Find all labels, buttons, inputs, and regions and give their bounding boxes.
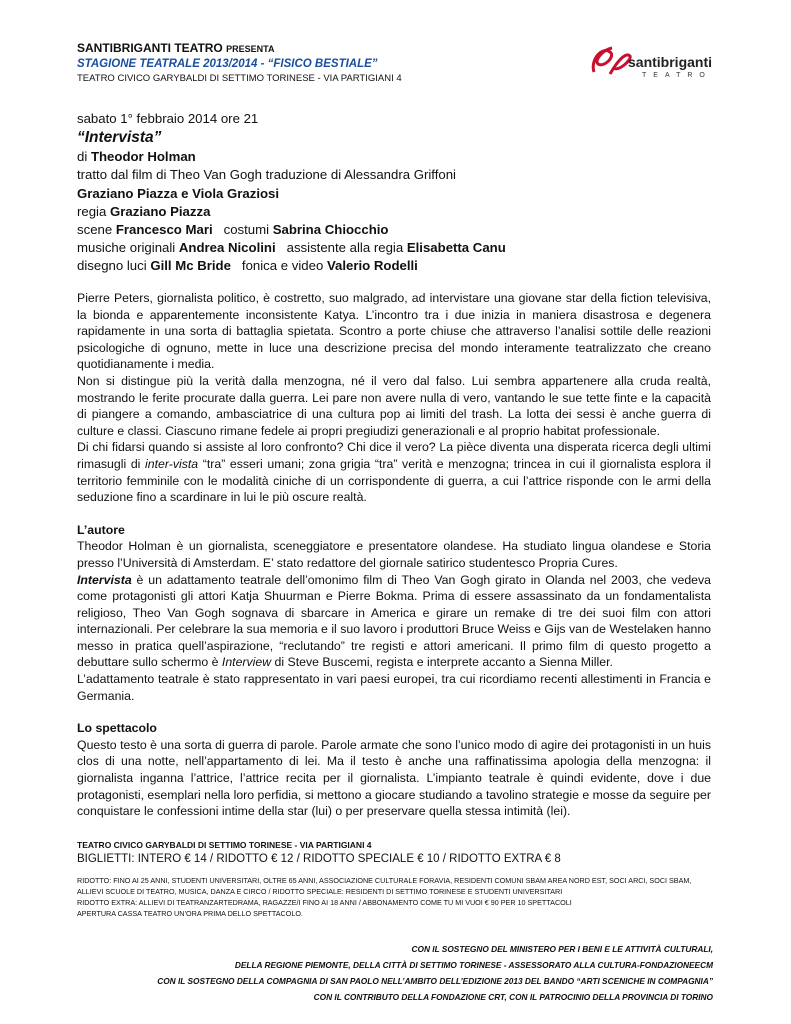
author-section-heading: L’autore [77,522,125,537]
assistant-name: Elisabetta Canu [406,240,506,256]
music-assistant-line [77,239,717,257]
cast-names: Graziano Piazza e Viola Graziosi [77,185,280,201]
costumes-name: Sabrina Chiocchio [272,222,389,238]
logo-mark-icon [588,42,632,84]
show-title: “Intervista” [77,129,162,147]
logo-subtitle: TEATRO [642,72,712,79]
show-paragraph-1: Questo testo è una sorta di guerra di parole. Parole armate che sono l’unico modo di agire dei protagonisti in un huis clos di una notte, nell’appartamento di lei. Ma il testo è anche una raffinatissima apologia della menzogna: il giornalista inganna l’attrice, l’attrice recita per il giornalista. L’impianto teatrale è quindi evidente, dove i due protagonisti, esemplari nella loro perfidia, si mettono a giocare studiando a tavolino strategie e mosse da seguire per conquistare le confessioni intime della star (lui) o per preservare quella stessa intimità (lei). [77,737,711,819]
synopsis-p3-part-b: “tra” esseri umani; zona grigia “tra” verità e menzogna; trincea in cui il giornalista esplora il territorio femminile con le modalità ciniche di un corrispondente di guerra, a cui l’attrice risponde con le armi della seduzione fino a scardinare in lui le più oscure realtà. [77,456,711,505]
cast-line [77,185,717,203]
lights-label: disegno luci [77,258,151,274]
scene-costumes-line [77,221,717,239]
author-p2-title: Intervista [77,572,132,587]
company-presents [77,41,557,57]
scene-label: scene [77,222,116,238]
box-office-note: APERTURA CASSA TEATRO UN’ORA PRIMA DELLO SPETTACOLO. [77,909,303,918]
venue-address: TEATRO CIVICO GARYBALDI DI SETTIMO TORINESE - VIA PARTIGIANI 4 [77,840,372,850]
section-gap [77,506,711,522]
sound-label: fonica e video [230,258,327,274]
sound-name: Valerio Rodelli [326,258,418,274]
author-prefix: di [77,149,91,165]
lights-name: Gill Mc Bride [150,258,231,274]
author-paragraph-2 [77,572,711,672]
discount-note-1: RIDOTTO: FINO AI 25 ANNI, STUDENTI UNIVERSITARI, OLTRE 65 ANNI, ASSOCIAZIONE CULTURALE FORAVIA, RESIDENTI COMUNI SBAM AREA NORD EST, SOCI ARCI, SOCI SBAM, ALLIEVI SCUOLE DI TEATRO, MUSICA, DANZA E CIRCO / RIDOTTO SPECIALE: RESIDENTI DI SETTIMO TORINESE E STUDENTI UNIVERSITARI [77,876,692,896]
sponsor-line-4: CON IL CONTRIBUTO DELLA FONDAZIONE CRT, CON IL PATROCINIO DELLA PROVINCIA DI TORINO [313,992,713,1002]
source-line: tratto dal film di Theo Van Gogh traduzione di Alessandra Griffoni [77,167,456,183]
scene-name: Francesco Mari [115,222,213,238]
synopsis-p3-emphasis: inter-vista [145,456,199,471]
company-name: SANTIBRIGANTI TEATRO [77,41,223,55]
author-paragraph-3: L’adattamento teatrale è stato rappresentato in vari paesi europei, tra cui ricordiamo recenti allestimenti in Francia e Germania. [77,672,711,703]
venue-line: TEATRO CIVICO GARYBALDI DI SETTIMO TORINESE - VIA PARTIGIANI 4 [77,73,402,84]
ticket-info [77,839,717,919]
sponsor-credits [157,941,713,1005]
santibriganti-logo [588,42,728,84]
music-label: musiche originali [77,240,179,256]
document-header [77,41,557,85]
section-gap [77,704,711,720]
synopsis-paragraph-2: Non si distingue più la verità dalla menzogna, né il vero dal falso. Lui sembra appartenere alla cruda realtà, mostrando le ferite procurate dalla guerra. Lei pare non avere nulla di vero, vantando le sue tette finte e la capacità di piangere a comando, ambasciatrice di una cultura pop ai limiti del trash. La lotta dei sessi è anche guerra di culture e classi. Ciascuno rimane fedele ai propri pregiudizi generazionali e al proprio habitat professionale. [77,373,711,438]
lights-sound-line [77,257,717,275]
direction-line [77,203,717,221]
sponsor-line-2: DELLA REGIONE PIEMONTE, DELLA CITTÀ DI SETTIMO TORINESE - ASSESSORATO ALLA CULTURA-FONDAZIONEECM [234,960,713,970]
direction-label: regia [77,203,110,219]
ticket-prices: BIGLIETTI: INTERO € 14 / RIDOTTO € 12 / RIDOTTO SPECIALE € 10 / RIDOTTO EXTRA € 8 [77,853,561,865]
show-date: sabato 1° febbraio 2014 ore 21 [77,111,259,126]
author-p2-part-b: di Steve Buscemi, regista e interprete accanto a Sienna Miller. [271,655,613,670]
author-name: Theodor Holman [90,149,196,165]
synopsis-p3-part-a: Di chi fidarsi quando si assiste al loro confronto? Chi dice il vero? La pièce diventa una disperata ricerca degli ultimi rimasugli di [77,440,711,471]
author-paragraph-1: Theodor Holman è un giornalista, sceneggiatore e presentatore olandese. Ha studiato lingua olandese e Storia presso l’Università di Amsterdam. E’ stato redattore del giornale satirico studentesco Propria Cures. [77,539,711,570]
costumes-label: costumi [212,222,273,238]
assistant-label: assistente alla regia [275,240,407,256]
show-section-heading: Lo spettacolo [77,721,157,736]
sponsor-line-3: CON IL SOSTEGNO DELLA COMPAGNIA DI SAN PAOLO NELL’AMBITO DELL’EDIZIONE 2013 DEL BANDO “ARTI SCENICHE IN COMPAGNIA” [157,976,713,986]
author-p2-part-a: è un adattamento teatrale dell’omonimo film di Theo Van Gogh girato in Olanda nel 2003, che vedeva come protagonisti gli attori Katja Shuurman e Pierre Bokma. Prima di essere assassinato da un fondamentalista religioso, Theo Van Gogh sognava di sbarcare in America e girare un remake di tre dei suoi film con attori internazionali. Per celebrare la sua memoria e il suo lavoro i produttori Bruce Weiss e Gijs van de Westelaken hanno messo in pratica quell’aspirazione, “reclutando” tre registi e attori americani. Il primo film di questo progetto a debuttare sullo schermo è [77,572,711,670]
logo-wordmark: santibriganti [628,54,713,70]
director-name: Graziano Piazza [110,203,211,219]
production-credits [77,110,717,276]
sponsor-line-1: CON IL SOSTEGNO DEL MINISTERO PER I BENI E LE ATTIVITÀ CULTURALI, [411,944,713,954]
author-line [77,148,717,166]
music-name: Andrea Nicolini [178,240,276,256]
discount-note-2: RIDOTTO EXTRA: ALLIEVI DI TEATRANZARTEDRAMA, RAGAZZE/I FINO AI 18 ANNI / ABBONAMENTO COME TU MI VUOI € 90 PER 10 SPETTACOLI [77,898,572,907]
author-p2-film: Interview [221,655,272,670]
season-title: STAGIONE TEATRALE 2013/2014 - “FISICO BESTIALE” [77,58,378,70]
presents-label: PRESENTA [226,44,275,54]
synopsis-paragraph-1: Pierre Peters, giornalista politico, è costretto, suo malgrado, ad intervistare una giovane star della fiction televisiva, la bionda e apparentemente inconsistente Katya. L’incontro tra i due inizia in maniera disastrosa e degenera rapidamente in una sorta di battaglia spietata. Scontro a porte chiuse che attraverso l’analisi sottile delle reazioni psicologiche di ognuno, mette in luce una descrizione precisa del mondo interamente teatralizzato che creano quotidianamente i media. [77,291,711,372]
discount-notes [77,875,717,919]
main-text [77,290,711,820]
synopsis-paragraph-3 [77,439,711,505]
